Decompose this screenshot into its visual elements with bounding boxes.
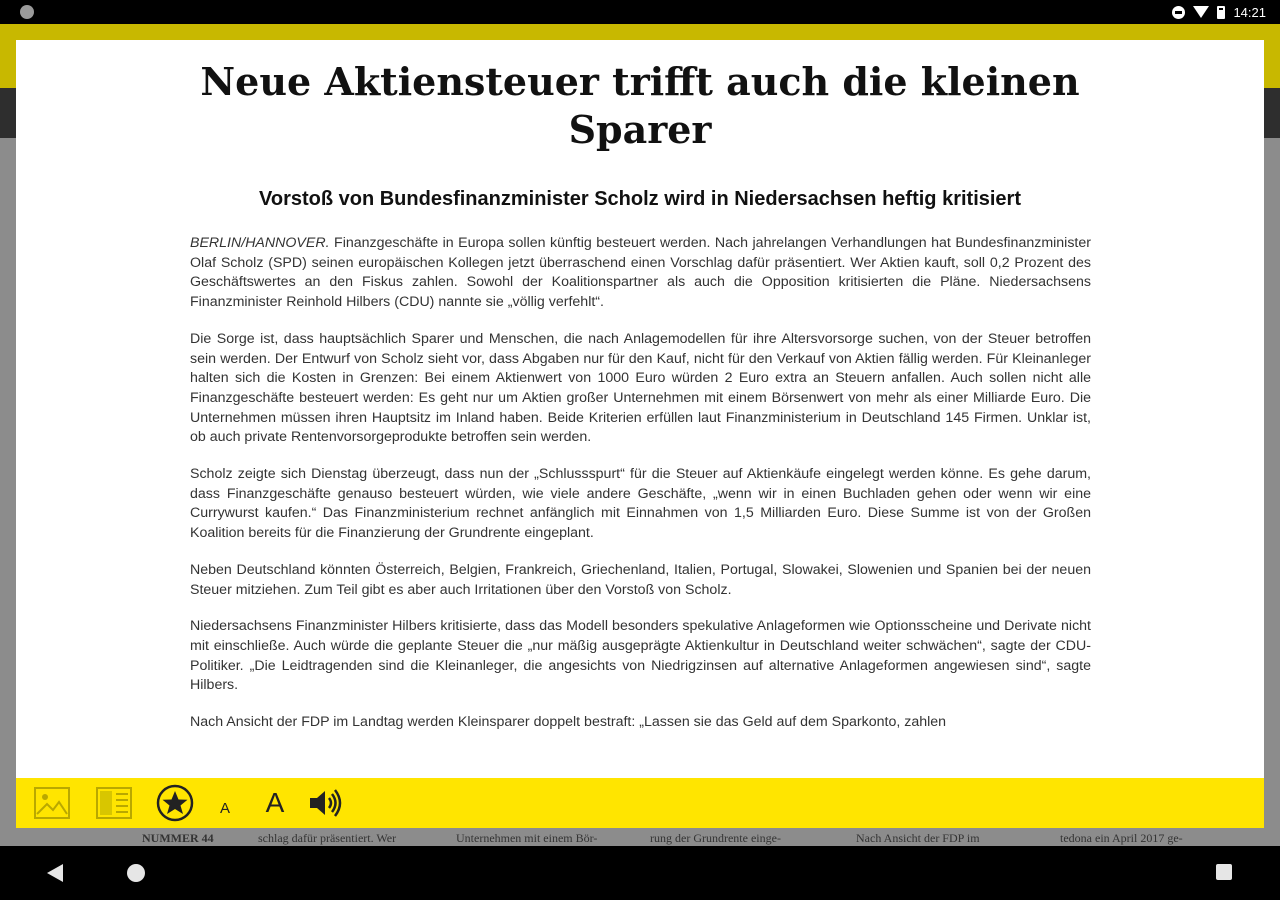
paragraph-text: Finanzgeschäfte in Europa sollen künftig besteuert werden. Nach jahrelangen Verhandlungen hat Bundesfinanzminister Olaf Scholz (SPD) seinen europäischen Kollegen jetzt überraschend einen Vorschlag dafür präsentiert. Wer Aktien kauft, soll 0,2 Prozent des Geschäftswertes an den Fiskus zahlen. Sowohl der Koalitionspartner als auch die Opposition kritisierten die Pläne. Niedersachsens Finanzminister Reinhold Hilbers (CDU) nannte sie „völlig verfehlt“. bbox=[190, 235, 1091, 311]
article-paragraph bbox=[190, 234, 1091, 313]
status-icons bbox=[1172, 3, 1266, 21]
article-body bbox=[190, 234, 1091, 750]
background-paper-snippet: Nach Ansicht der FDP im bbox=[856, 831, 980, 845]
article-paragraph: Neben Deutschland könnten Österreich, Belgien, Frankreich, Griechenland, Italien, Portugal, Slowakei, Slowenien und Spanien bei der neuen Steuer mitziehen. Zum Teil gibt es aber auch Irritationen über den Vorstoß von Scholz. bbox=[190, 561, 1091, 598]
do-not-disturb-icon bbox=[1172, 6, 1185, 19]
page-layout-icon bbox=[96, 787, 132, 819]
background-newspaper-strip bbox=[0, 828, 1280, 846]
star-icon bbox=[156, 784, 194, 822]
article-paragraph: Nach Ansicht der FDP im Landtag werden Kleinsparer doppelt bestraft: „Lassen sie das Geld auf dem Sparkonto, zahlen bbox=[190, 714, 947, 731]
wifi-icon bbox=[1193, 6, 1209, 18]
background-paper-snippet: Unternehmen mit einem Bör- bbox=[456, 831, 598, 845]
font-larger-button[interactable]: A bbox=[265, 787, 285, 818]
background-paper-snippet: rung der Grundrente einge- bbox=[650, 831, 781, 845]
status-time: 14:21 bbox=[1233, 4, 1266, 20]
article-title: Neue Aktiensteuer trifft auch die kleinen Sparer bbox=[200, 59, 1080, 152]
navigation-bar bbox=[0, 846, 1280, 900]
article-paragraph: Scholz zeigte sich Dienstag überzeugt, dass nun der „Schlussspurt“ für die Steuer auf Aktienkäufe eingelegt werden könne. Es gehe darum, dass Finanzgeschäfte genauso besteuert würden, wie viele andere Geschäfte, „wenn wir in einen Buchladen gehen oder wenn wir eine Currywurst kaufen.“ Das Finanzministerium rechnet anfänglich mit Einnahmen von 1,5 Milliarden Euro. Diese Summe ist von der Großen Koalition bereits für die Finanzierung der Grundrente eingeplant. bbox=[190, 466, 1091, 542]
page-layout-button[interactable] bbox=[94, 783, 134, 823]
font-smaller-button[interactable]: A bbox=[219, 799, 230, 817]
background-paper-snippet: NUMMER 44 bbox=[142, 831, 214, 845]
speaker-icon bbox=[308, 788, 344, 818]
read-aloud-button[interactable] bbox=[306, 783, 346, 823]
status-bar bbox=[0, 0, 1280, 24]
favorite-button[interactable] bbox=[154, 783, 196, 823]
notification-dot-icon bbox=[20, 5, 34, 19]
image-icon bbox=[34, 787, 70, 819]
article-dialog bbox=[16, 40, 1264, 828]
recents-icon[interactable] bbox=[1216, 864, 1232, 880]
background-paper-snippet: tedona ein April 2017 ge- bbox=[1060, 831, 1183, 845]
background-paper-snippet: schlag dafür präsentiert. Wer bbox=[258, 831, 397, 845]
article-scroll-area[interactable] bbox=[16, 40, 1264, 778]
article-subtitle: Vorstoß von Bundesfinanzminister Scholz wird in Niedersachsen heftig kritisiert bbox=[259, 188, 1021, 210]
article-dateline: BERLIN/HANNOVER. bbox=[190, 235, 330, 251]
article-paragraph: Niedersachsens Finanzminister Hilbers kritisierte, dass das Modell besonders spekulative Anlageformen wie Optionsscheine und Derivate nicht mit einschließe. Auch würde die geplante Steuer die „nur mäßig ausgeprägte Aktienkultur in Deutschland weiter schwächen“, sagte der CDU-Politiker. „Die Leidtragenden sind die Kleinanleger, die angesichts von Niedrigzinsen auf alternative Anlageformen angewiesen sind“, sagte Hilbers. bbox=[190, 618, 1091, 694]
reader-toolbar bbox=[16, 778, 1264, 828]
article-paragraph: Die Sorge ist, dass hauptsächlich Sparer und Menschen, die nach Anlagemodellen für ihre Altersvorsorge suchen, von der Steuer betroffen sein werden. Der Entwurf von Scholz sieht vor, dass Abgaben nur für den Kauf, nicht für den Verkauf von Aktien fällig werden. Für Kleinanleger halten sich die Kosten in Grenzen: Bei einem Aktienwert von 1000 Euro würden 2 Euro extra an Steuern anfallen. Auch sollen nicht alle Finanzgeschäfte besteuert werden: Es geht nur um Aktien großer Unternehmen mit einem Börsenwert von mehr als einer Milliarde Euro. Die Unternehmen müssen ihren Hauptsitz im Inland haben. Beide Kriterien erfüllen laut Finanzministerium in Deutschland 145 Firmen. Unklar ist, ob auch private Rentenvorsorgeprodukte betroffen sein werden. bbox=[190, 330, 1091, 446]
battery-icon bbox=[1217, 6, 1225, 19]
image-button[interactable] bbox=[32, 783, 72, 823]
home-icon[interactable] bbox=[127, 864, 145, 882]
back-icon[interactable] bbox=[47, 864, 63, 882]
